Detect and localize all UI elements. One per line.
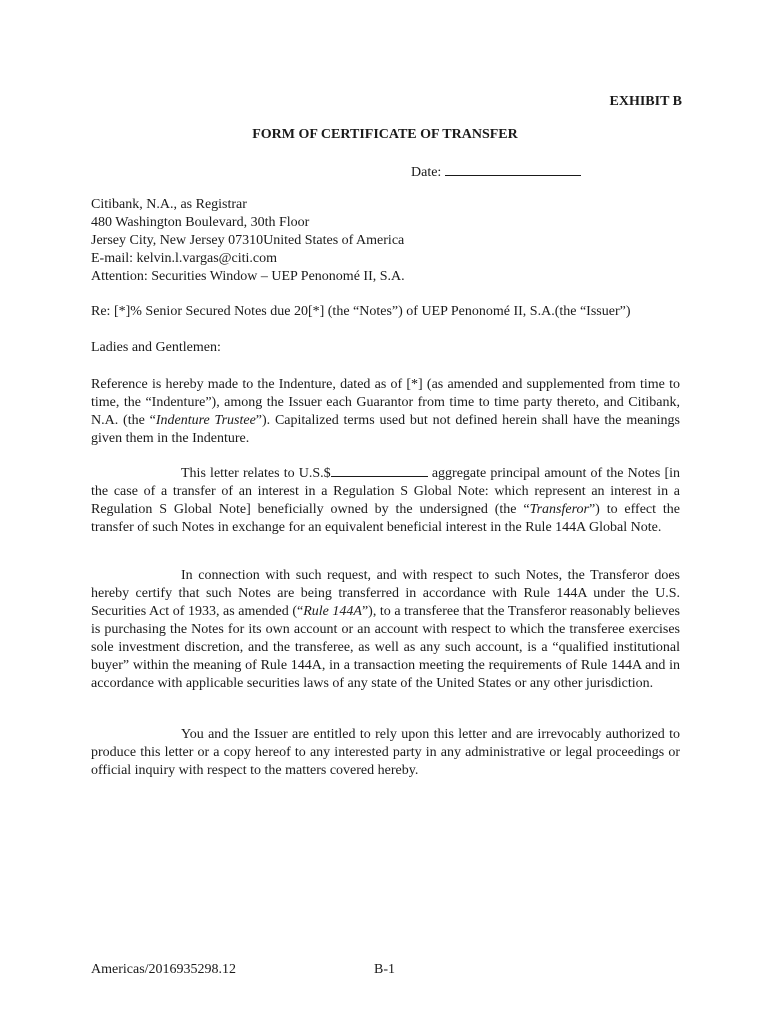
address-line: 480 Washington Boulevard, 30th Floor [91, 215, 310, 230]
paragraph-text: This letter relates to U.S.$ [181, 466, 331, 481]
defined-term: Rule 144A [303, 604, 362, 619]
address-email: E-mail: kelvin.l.vargas@citi.com [91, 251, 278, 266]
paragraph-reference [91, 376, 680, 448]
paragraph-reliance [91, 726, 680, 780]
paragraph-text: ”) to effect the transfer of such Notes in exchange for an equivalent beneficial interest in the Rule 144A Global Note. [91, 502, 680, 535]
paragraph-amount [91, 462, 680, 537]
footer-page-number: B-1 [374, 962, 395, 977]
defined-term: Indenture Trustee [155, 413, 256, 428]
paragraph-text: ”). Capitalized terms used but not defined herein shall have the meanings given them in the Indenture. [91, 413, 680, 446]
address-attention: Attention: Securities Window – UEP Penonomé II, S.A. [91, 269, 405, 284]
paragraph-text: In connection with such request, and with respect to such Notes, the Transferor does hereby certify that such Notes are being transferred in accordance with Rule 144A under the U.S. Securities Act of 1933, as amended (“ [91, 568, 680, 619]
paragraph-text: aggregate principal amount of the Notes [in the case of a transfer of an interest in a Regulation S Global Note: which represent an interest in a Regulation S Global Note] beneficially owned by the undersigned (the “ [91, 466, 680, 517]
paragraph-text: You and the Issuer are entitled to rely upon this letter and are irrevocably authorized to produce this letter or a copy hereof to any interested party in any administrative or legal proceedings or official inquiry with respect to the matters covered hereby. [91, 727, 680, 778]
amount-blank-field[interactable] [331, 462, 428, 477]
salutation: Ladies and Gentlemen: [91, 340, 221, 355]
defined-term: Transferor [529, 502, 589, 517]
registrar-address [91, 196, 691, 286]
date-line [411, 161, 581, 181]
date-blank-field[interactable] [445, 161, 581, 176]
footer-document-id: Americas/2016935298.12 [91, 962, 237, 977]
exhibit-label: EXHIBIT B [609, 94, 682, 109]
document-title: FORM OF CERTIFICATE OF TRANSFER [252, 127, 518, 142]
re-line: Re: [*]% Senior Secured Notes due 20[*] (the “Notes”) of UEP Penonomé II, S.A.(the “Issuer”) [91, 304, 631, 319]
paragraph-text: Reference is hereby made to the Indenture, dated as of [*] (as amended and supplemented from time to time, the “Indenture”), among the Issuer each Guarantor from time to time party thereto, and Citibank, N.A. (the “ [91, 377, 680, 428]
paragraph-certification [91, 567, 680, 693]
address-line: Citibank, N.A., as Registrar [91, 197, 247, 212]
paragraph-text: ”), to a transferee that the Transferor reasonably believes is purchasing the Notes for its own account or an account with respect to which the transferee exercises sole investment discretion, and the transferee, as well as any such account, is a “qualified institutional buyer” within the meaning of Rule 144A, in a transaction meeting the requirements of Rule 144A and in accordance with applicable securities laws of any state of the United States or any other jurisdiction. [91, 604, 680, 691]
address-line: Jersey City, New Jersey 07310United States of America [91, 233, 405, 248]
date-label: Date: [411, 165, 442, 180]
